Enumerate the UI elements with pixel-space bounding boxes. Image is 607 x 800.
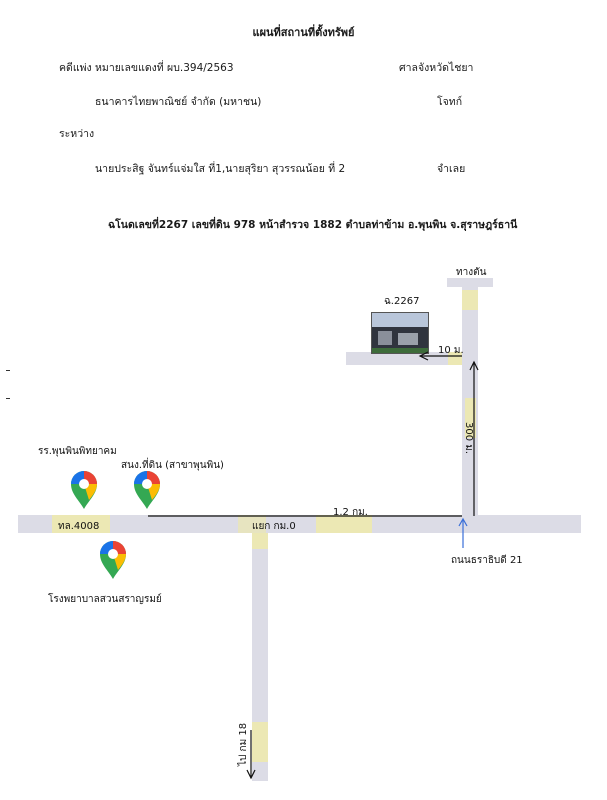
hospital-label: โรงพยาบาลสวนสราญรมย์: [48, 594, 162, 605]
distance-300m: 300 ม.: [463, 422, 474, 455]
defendant-role: จำเลย: [437, 163, 466, 175]
page-title: แผนที่สถานที่ตั้งทรัพย์: [252, 26, 355, 39]
distance-1-2km: 1.2 กม.: [333, 507, 368, 518]
plaintiff-role: โจทก์: [437, 96, 463, 108]
school-label: รร.พุนพินพิทยาคม: [38, 446, 117, 457]
dead-end-label: ทางตัน: [456, 267, 487, 278]
distance-10m: 10 ม.: [438, 345, 464, 356]
school-pin-icon: [69, 470, 99, 510]
hospital-pin-icon: [98, 540, 128, 580]
between-label: ระหว่าง: [59, 128, 95, 140]
junction-label: แยก กม.0: [252, 521, 296, 532]
defendant-names: นายประสิฐ จันทร์แจ่มใส ที่1,นายสุริยา สุวรรณน้อย ที่ 2: [95, 163, 346, 175]
court-name: ศาลจังหวัดไชยา: [399, 62, 474, 74]
road-dharadibodi-label: ถนนธราธิบดี 21: [451, 555, 523, 566]
plot-label: ฉ.2267: [384, 296, 420, 307]
road-4008-label: ทล.4008: [58, 521, 100, 532]
land-office-label: สนง.ที่ดิน (สาขาพุนพิน): [121, 460, 224, 471]
plaintiff-name: ธนาคารไทยพาณิชย์ จำกัด (มหาชน): [95, 96, 262, 108]
case-number: คดีแพ่ง หมายเลขแดงที่ ผบ.394/2563: [59, 62, 234, 74]
to-km18-label: ไป กม 18: [238, 722, 249, 766]
land-office-pin-icon: [132, 470, 162, 510]
deed-info: ฉโนดเลขที่2267 เลขที่ดิน 978 หน้าสำรวจ 1882 ตำบลท่าข้าม อ.พุนพิน จ.สุราษฎร์ธานี: [108, 219, 518, 231]
